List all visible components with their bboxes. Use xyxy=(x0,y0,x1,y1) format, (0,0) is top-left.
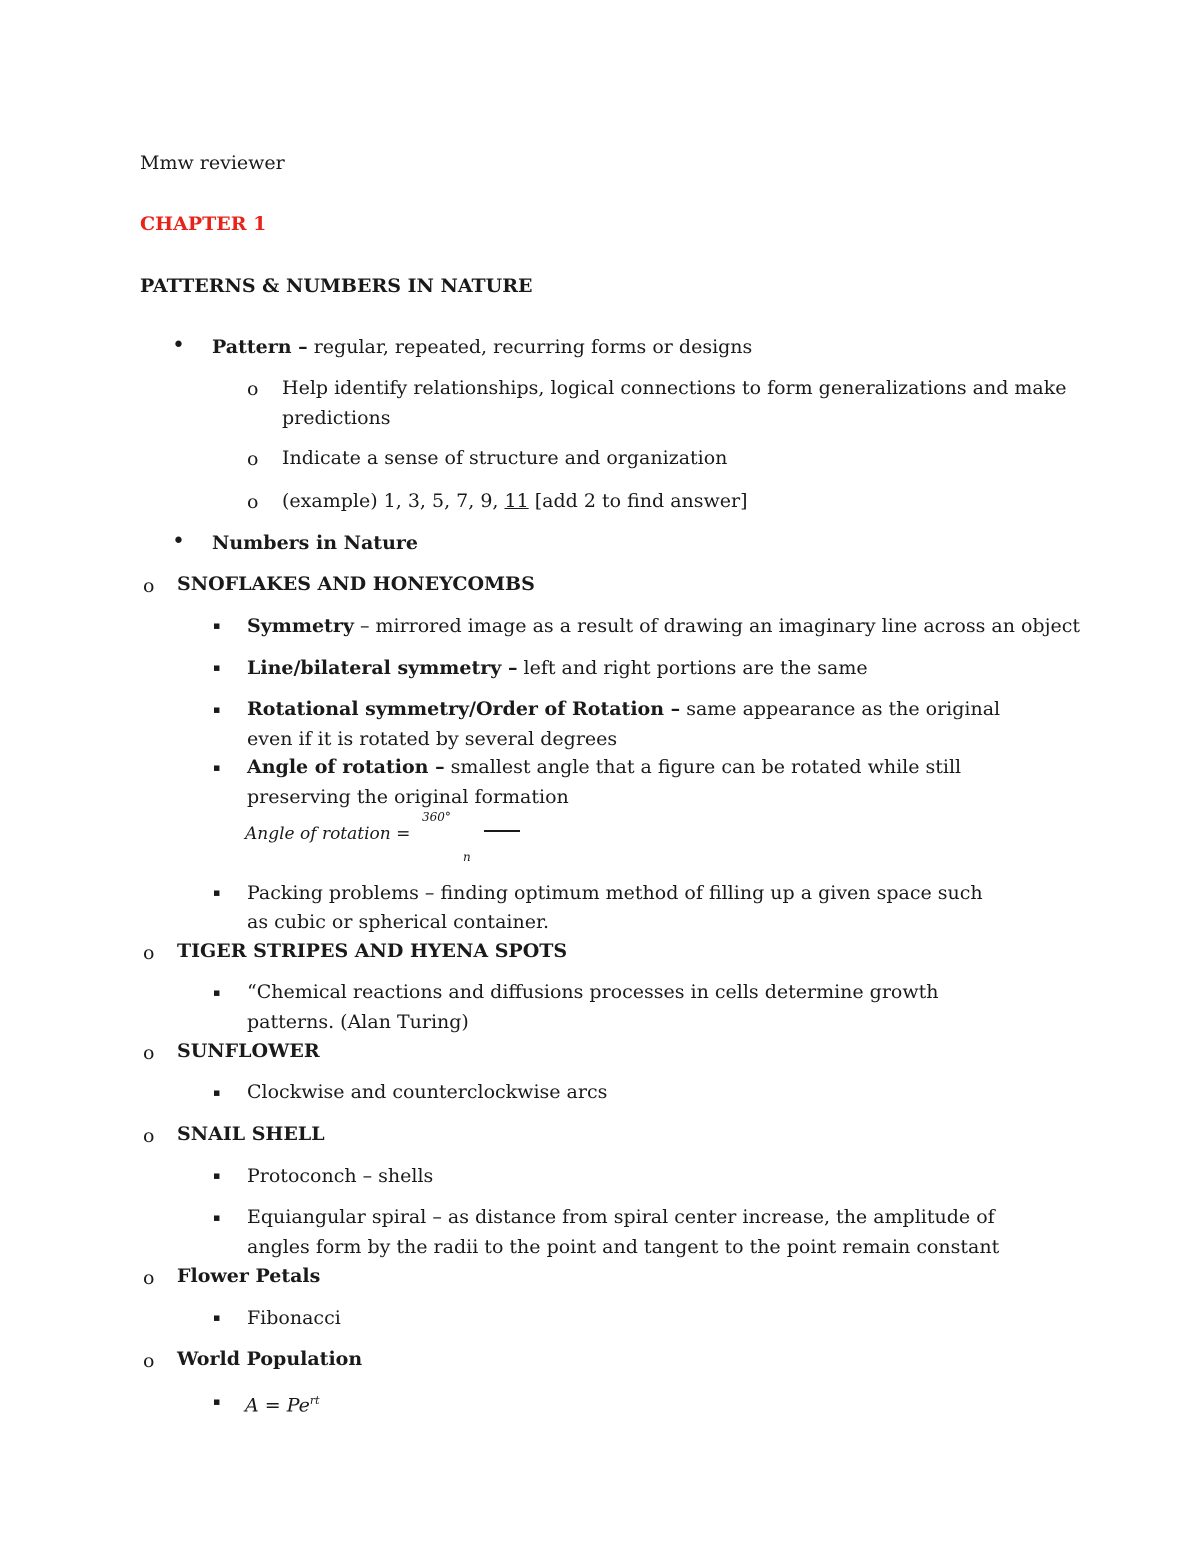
tiger-item: “Chemical reactions and diffusions processes in cells determine growth xyxy=(247,981,939,1003)
circle-marker: o xyxy=(247,491,259,513)
section-heading: PATTERNS & NUMBERS IN NATURE xyxy=(140,275,533,297)
population-formula-exponent: rt xyxy=(309,1394,320,1407)
pattern-item xyxy=(212,335,752,359)
bullet-marker: • xyxy=(172,529,185,554)
square-marker: ▪ xyxy=(213,1211,221,1224)
square-marker: ▪ xyxy=(213,619,221,632)
angle-rotation-cont: preserving the original formation xyxy=(247,786,569,808)
angle-rotation-item xyxy=(247,755,961,779)
snail-item-1: Protoconch – shells xyxy=(247,1165,434,1187)
tiger-item-cont: patterns. (Alan Turing) xyxy=(247,1011,469,1033)
example-note: [add 2 to find answer] xyxy=(534,490,748,512)
angle-formula-denominator: n xyxy=(463,850,471,864)
pattern-term: Pattern – xyxy=(212,336,308,358)
rotational-symmetry-item xyxy=(247,697,1000,721)
circle-marker: o xyxy=(247,378,259,400)
square-marker: ▪ xyxy=(213,1086,221,1099)
rotational-symmetry-term: Rotational symmetry/Order of Rotation – xyxy=(247,698,681,720)
population-formula xyxy=(245,1389,320,1417)
population-formula-base: A = Pe xyxy=(245,1394,310,1417)
circle-marker: o xyxy=(143,575,155,597)
square-marker: ▪ xyxy=(213,1395,221,1408)
circle-marker: o xyxy=(143,942,155,964)
square-marker: ▪ xyxy=(213,761,221,774)
circle-marker: o xyxy=(143,1350,155,1372)
example-answer: 11 xyxy=(504,490,529,512)
angle-rotation-term: Angle of rotation – xyxy=(247,756,445,778)
bullet-marker: • xyxy=(172,333,185,358)
angle-formula-lhs: Angle of rotation = xyxy=(245,824,411,844)
pattern-point-1-cont: predictions xyxy=(282,407,391,429)
square-marker: ▪ xyxy=(213,1169,221,1182)
packing-item: Packing problems – finding optimum method of filling up a given space such xyxy=(247,882,983,904)
snowflakes-heading: SNOFLAKES AND HONEYCOMBS xyxy=(177,573,535,595)
snail-item-2-cont: angles form by the radii to the point and tangent to the point remain constant xyxy=(247,1236,1000,1258)
snail-heading: SNAIL SHELL xyxy=(177,1123,325,1145)
chapter-heading: CHAPTER 1 xyxy=(140,213,267,235)
snail-item-2: Equiangular spiral – as distance from spiral center increase, the amplitude of xyxy=(247,1206,995,1228)
numbers-in-nature-heading: Numbers in Nature xyxy=(212,532,418,554)
square-marker: ▪ xyxy=(213,886,221,899)
rotational-symmetry-definition: same appearance as the original xyxy=(686,698,1001,720)
sunflower-heading: SUNFLOWER xyxy=(177,1040,320,1062)
circle-marker: o xyxy=(143,1267,155,1289)
square-marker: ▪ xyxy=(213,986,221,999)
circle-marker: o xyxy=(247,448,259,470)
pattern-definition: regular, repeated, recurring forms or designs xyxy=(313,336,753,358)
tiger-heading: TIGER STRIPES AND HYENA SPOTS xyxy=(177,940,568,962)
square-marker: ▪ xyxy=(213,1311,221,1324)
symmetry-item xyxy=(247,614,1080,638)
line-symmetry-definition: left and right portions are the same xyxy=(523,657,868,679)
sunflower-item: Clockwise and counterclockwise arcs xyxy=(247,1081,608,1103)
angle-rotation-definition: smallest angle that a figure can be rotated while still xyxy=(450,756,962,778)
world-heading: World Population xyxy=(177,1348,363,1370)
pattern-point-2: Indicate a sense of structure and organization xyxy=(282,447,728,469)
rotational-symmetry-cont: even if it is rotated by several degrees xyxy=(247,728,618,750)
packing-item-cont: as cubic or spherical container. xyxy=(247,911,549,933)
line-symmetry-item xyxy=(247,656,868,680)
square-marker: ▪ xyxy=(213,703,221,716)
angle-formula-numerator: 360° xyxy=(422,810,451,824)
fraction-bar xyxy=(484,830,520,832)
circle-marker: o xyxy=(143,1042,155,1064)
symmetry-definition: – mirrored image as a result of drawing an imaginary line across an object xyxy=(359,615,1080,637)
pattern-example xyxy=(282,489,748,513)
pattern-point-1: Help identify relationships, logical connections to form generalizations and make xyxy=(282,377,1067,399)
flower-item: Fibonacci xyxy=(247,1307,341,1329)
example-sequence: (example) 1, 3, 5, 7, 9, xyxy=(282,490,499,512)
circle-marker: o xyxy=(143,1125,155,1147)
document-title: Mmw reviewer xyxy=(140,152,285,174)
square-marker: ▪ xyxy=(213,661,221,674)
line-symmetry-term: Line/bilateral symmetry – xyxy=(247,657,518,679)
symmetry-term: Symmetry xyxy=(247,615,354,637)
flower-heading: Flower Petals xyxy=(177,1265,321,1287)
